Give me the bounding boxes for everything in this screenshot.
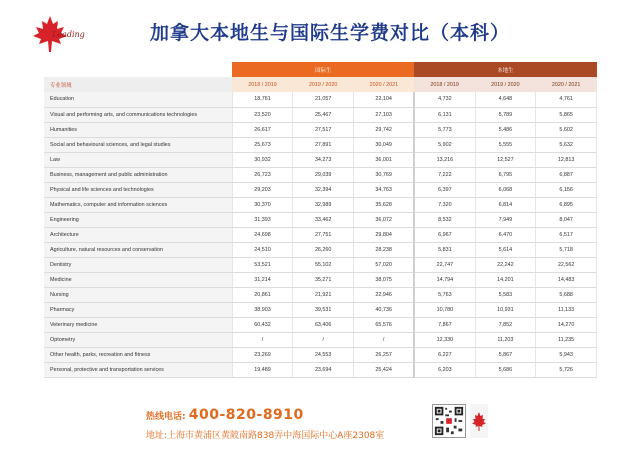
address: 地址:上海市黄浦区黄陂南路838弄中海国际中心A座2308室 bbox=[146, 431, 385, 441]
international-group-header: 国际生 bbox=[232, 62, 414, 77]
international-fee-cell: 27,517 bbox=[293, 122, 354, 137]
field-cell: Other health, parks, recreation and fitness bbox=[44, 347, 232, 362]
domestic-fee-cell: 12,813 bbox=[536, 152, 597, 167]
domestic-fee-cell: 5,831 bbox=[414, 242, 475, 257]
field-cell: Architecture bbox=[44, 227, 232, 242]
logo-text: Leading bbox=[52, 30, 85, 39]
domestic-fee-cell: 5,614 bbox=[475, 242, 536, 257]
international-fee-cell: 40,736 bbox=[354, 302, 415, 317]
domestic-fee-cell: 14,270 bbox=[536, 317, 597, 332]
international-fee-cell: 35,271 bbox=[293, 272, 354, 287]
international-fee-cell: 26,260 bbox=[293, 242, 354, 257]
international-fee-cell: 21,057 bbox=[293, 92, 354, 107]
international-fee-cell: 38,075 bbox=[354, 272, 415, 287]
international-fee-cell: 24,553 bbox=[293, 347, 354, 362]
field-cell: Optometry bbox=[44, 332, 232, 347]
table-row bbox=[44, 317, 597, 332]
domestic-fee-cell: 5,686 bbox=[475, 362, 536, 377]
domestic-fee-cell: 22,562 bbox=[536, 257, 597, 272]
international-fee-cell: 26,617 bbox=[232, 122, 293, 137]
field-cell: Pharmacy bbox=[44, 302, 232, 317]
international-fee-cell: 23,520 bbox=[232, 107, 293, 122]
domestic-fee-cell: 5,632 bbox=[536, 137, 597, 152]
international-fee-cell: 34,763 bbox=[354, 182, 415, 197]
international-fee-cell: 29,039 bbox=[293, 167, 354, 182]
domestic-fee-cell: 6,517 bbox=[536, 227, 597, 242]
domestic-fee-cell: 6,470 bbox=[475, 227, 536, 242]
domestic-fee-cell: 6,795 bbox=[475, 167, 536, 182]
field-cell: Engineering bbox=[44, 212, 232, 227]
domestic-fee-cell: 5,718 bbox=[536, 242, 597, 257]
domestic-fee-cell: 5,865 bbox=[536, 107, 597, 122]
domestic-fee-cell: 8,047 bbox=[536, 212, 597, 227]
field-cell: Social and behavioural sciences, and legal studies bbox=[44, 137, 232, 152]
international-fee-cell: 29,804 bbox=[354, 227, 415, 242]
international-fee-cell: / bbox=[354, 332, 415, 347]
year-header: 2019 / 2020 bbox=[293, 77, 354, 92]
field-cell: Humanities bbox=[44, 122, 232, 137]
field-cell: Visual and performing arts, and communications technologies bbox=[44, 107, 232, 122]
international-fee-cell: 31,393 bbox=[232, 212, 293, 227]
international-fee-cell: 53,521 bbox=[232, 257, 293, 272]
domestic-fee-cell: 5,583 bbox=[475, 287, 536, 302]
international-fee-cell: 60,432 bbox=[232, 317, 293, 332]
domestic-fee-cell: 7,949 bbox=[475, 212, 536, 227]
domestic-fee-cell: 6,967 bbox=[414, 227, 475, 242]
table-row bbox=[44, 137, 597, 152]
table-row bbox=[44, 167, 597, 182]
international-fee-cell: 38,903 bbox=[232, 302, 293, 317]
domestic-fee-cell: 4,761 bbox=[536, 92, 597, 107]
domestic-fee-cell: 5,555 bbox=[475, 137, 536, 152]
international-fee-cell: 29,742 bbox=[354, 122, 415, 137]
table-row bbox=[44, 152, 597, 167]
hotline-label: 热线电话: bbox=[146, 412, 186, 422]
international-fee-cell: 39,531 bbox=[293, 302, 354, 317]
field-cell: Dentistry bbox=[44, 257, 232, 272]
domestic-fee-cell: 11,133 bbox=[536, 302, 597, 317]
international-fee-cell: 26,723 bbox=[232, 167, 293, 182]
domestic-fee-cell: 5,726 bbox=[536, 362, 597, 377]
domestic-fee-cell: 6,156 bbox=[536, 182, 597, 197]
domestic-fee-cell: 5,602 bbox=[536, 122, 597, 137]
domestic-fee-cell: 5,789 bbox=[475, 107, 536, 122]
domestic-group-header: 本地生 bbox=[414, 62, 596, 77]
domestic-fee-cell: 4,648 bbox=[475, 92, 536, 107]
domestic-fee-cell: 7,320 bbox=[414, 197, 475, 212]
qr-code-icon bbox=[432, 404, 466, 438]
year-header: 2020 / 2021 bbox=[536, 77, 597, 92]
maple-leaf-icon bbox=[470, 404, 488, 438]
field-cell: Mathematics, computer and information sciences bbox=[44, 197, 232, 212]
domestic-fee-cell: 8,532 bbox=[414, 212, 475, 227]
domestic-fee-cell: 7,852 bbox=[475, 317, 536, 332]
domestic-fee-cell: 6,895 bbox=[536, 197, 597, 212]
domestic-fee-cell: 7,222 bbox=[414, 167, 475, 182]
domestic-fee-cell: 5,902 bbox=[414, 137, 475, 152]
international-fee-cell: 27,751 bbox=[293, 227, 354, 242]
table-row bbox=[44, 197, 597, 212]
field-cell: Physical and life sciences and technologies bbox=[44, 182, 232, 197]
domestic-fee-cell: 11,235 bbox=[536, 332, 597, 347]
domestic-fee-cell: 10,780 bbox=[414, 302, 475, 317]
hotline bbox=[146, 407, 304, 423]
international-fee-cell: 32,989 bbox=[293, 197, 354, 212]
international-fee-cell: 30,370 bbox=[232, 197, 293, 212]
field-cell: Law bbox=[44, 152, 232, 167]
domestic-fee-cell: 6,887 bbox=[536, 167, 597, 182]
table-row bbox=[44, 212, 597, 227]
international-fee-cell: 19,489 bbox=[232, 362, 293, 377]
domestic-fee-cell: 7,867 bbox=[414, 317, 475, 332]
domestic-fee-cell: 6,203 bbox=[414, 362, 475, 377]
international-fee-cell: / bbox=[232, 332, 293, 347]
international-fee-cell: 25,673 bbox=[232, 137, 293, 152]
domestic-fee-cell: 5,688 bbox=[536, 287, 597, 302]
table-row bbox=[44, 122, 597, 137]
domestic-fee-cell: 5,763 bbox=[414, 287, 475, 302]
international-fee-cell: 30,769 bbox=[354, 167, 415, 182]
international-fee-cell: 26,257 bbox=[354, 347, 415, 362]
international-fee-cell: 57,020 bbox=[354, 257, 415, 272]
international-fee-cell: 63,406 bbox=[293, 317, 354, 332]
international-fee-cell: 36,001 bbox=[354, 152, 415, 167]
year-header: 2018 / 2019 bbox=[414, 77, 475, 92]
table-row bbox=[44, 272, 597, 287]
domestic-fee-cell: 5,867 bbox=[475, 347, 536, 362]
domestic-fee-cell: 12,527 bbox=[475, 152, 536, 167]
international-fee-cell: 21,921 bbox=[293, 287, 354, 302]
domestic-fee-cell: 13,216 bbox=[414, 152, 475, 167]
domestic-fee-cell: 14,201 bbox=[475, 272, 536, 287]
table-row bbox=[44, 107, 597, 122]
domestic-fee-cell: 6,814 bbox=[475, 197, 536, 212]
domestic-fee-cell: 6,131 bbox=[414, 107, 475, 122]
domestic-fee-cell: 5,486 bbox=[475, 122, 536, 137]
international-fee-cell: 29,203 bbox=[232, 182, 293, 197]
table-row bbox=[44, 92, 597, 107]
international-fee-cell: 30,049 bbox=[354, 137, 415, 152]
international-fee-cell: 33,462 bbox=[293, 212, 354, 227]
domestic-fee-cell: 11,203 bbox=[475, 332, 536, 347]
international-fee-cell: 31,214 bbox=[232, 272, 293, 287]
international-fee-cell: 36,072 bbox=[354, 212, 415, 227]
field-column-header: 专业领域 bbox=[44, 77, 232, 92]
field-cell: Business, management and public administration bbox=[44, 167, 232, 182]
international-fee-cell: 30,932 bbox=[232, 152, 293, 167]
domestic-fee-cell: 4,732 bbox=[414, 92, 475, 107]
domestic-fee-cell: 22,242 bbox=[475, 257, 536, 272]
international-fee-cell: 28,238 bbox=[354, 242, 415, 257]
year-header: 2019 / 2020 bbox=[475, 77, 536, 92]
international-fee-cell: 25,467 bbox=[293, 107, 354, 122]
international-fee-cell: 35,628 bbox=[354, 197, 415, 212]
international-fee-cell: 23,269 bbox=[232, 347, 293, 362]
year-header: 2020 / 2021 bbox=[354, 77, 415, 92]
table-row bbox=[44, 182, 597, 197]
international-fee-cell: 25,424 bbox=[354, 362, 415, 377]
international-fee-cell: 27,103 bbox=[354, 107, 415, 122]
field-cell: Nursing bbox=[44, 287, 232, 302]
page-title: 加拿大本地生与国际生学费对比（本科） bbox=[149, 22, 510, 44]
table-row bbox=[44, 302, 597, 317]
year-header: 2018 / 2019 bbox=[232, 77, 293, 92]
table-row bbox=[44, 257, 597, 272]
domestic-fee-cell: 6,227 bbox=[414, 347, 475, 362]
international-fee-cell: 18,761 bbox=[232, 92, 293, 107]
domestic-fee-cell: 5,943 bbox=[536, 347, 597, 362]
international-fee-cell: 24,698 bbox=[232, 227, 293, 242]
table-row bbox=[44, 347, 597, 362]
hotline-number[interactable]: 400-820-8910 bbox=[188, 407, 304, 423]
table-row bbox=[44, 227, 597, 242]
domestic-fee-cell: 14,794 bbox=[414, 272, 475, 287]
international-fee-cell: 20,861 bbox=[232, 287, 293, 302]
field-cell: Personal, protective and transportation services bbox=[44, 362, 232, 377]
international-fee-cell: 22,946 bbox=[354, 287, 415, 302]
international-fee-cell: / bbox=[293, 332, 354, 347]
domestic-fee-cell: 5,773 bbox=[414, 122, 475, 137]
international-fee-cell: 23,694 bbox=[293, 362, 354, 377]
international-fee-cell: 32,394 bbox=[293, 182, 354, 197]
domestic-fee-cell: 6,068 bbox=[475, 182, 536, 197]
field-cell: Education bbox=[44, 92, 232, 107]
field-cell: Veterinary medicine bbox=[44, 317, 232, 332]
table-row bbox=[44, 242, 597, 257]
domestic-fee-cell: 14,483 bbox=[536, 272, 597, 287]
domestic-fee-cell: 22,747 bbox=[414, 257, 475, 272]
international-fee-cell: 22,104 bbox=[354, 92, 415, 107]
international-fee-cell: 24,510 bbox=[232, 242, 293, 257]
table-row bbox=[44, 332, 597, 347]
domestic-fee-cell: 10,931 bbox=[475, 302, 536, 317]
tuition-table bbox=[44, 62, 597, 378]
table-row bbox=[44, 362, 597, 377]
domestic-fee-cell: 6,397 bbox=[414, 182, 475, 197]
field-cell: Agriculture, natural resources and conservation bbox=[44, 242, 232, 257]
international-fee-cell: 65,576 bbox=[354, 317, 415, 332]
table-row bbox=[44, 287, 597, 302]
international-fee-cell: 34,273 bbox=[293, 152, 354, 167]
header-blank bbox=[44, 62, 232, 77]
field-cell: Medicine bbox=[44, 272, 232, 287]
domestic-fee-cell: 12,330 bbox=[414, 332, 475, 347]
international-fee-cell: 55,102 bbox=[293, 257, 354, 272]
international-fee-cell: 27,891 bbox=[293, 137, 354, 152]
